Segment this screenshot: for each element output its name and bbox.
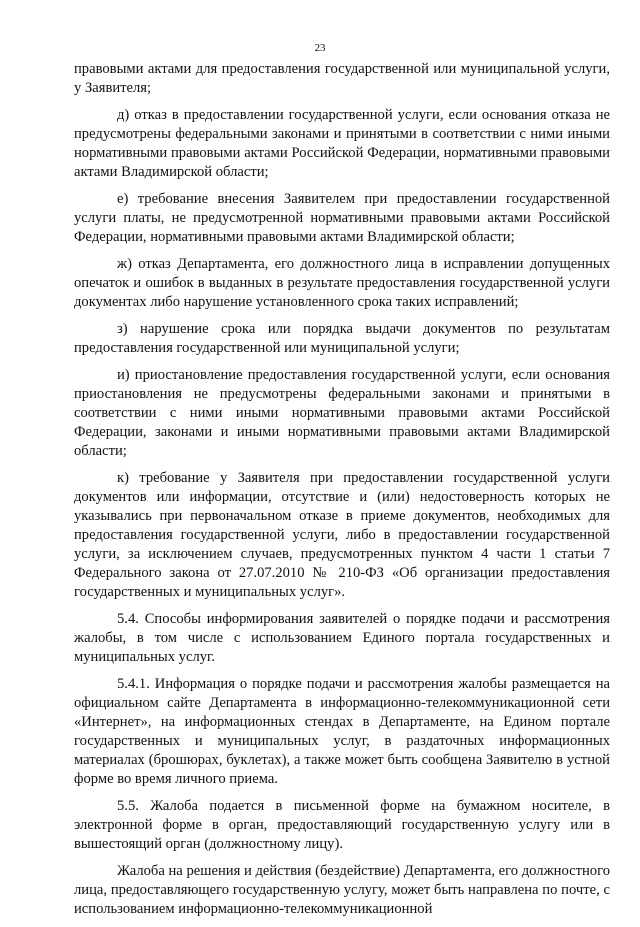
- paragraph-section-5-4-1: 5.4.1. Информация о порядке подачи и рассмотрения жалобы размещается на официальном сайте Департамента в информационно-телекоммуникационной сети «Интернет», на информационных стендах в Департаменте, на Едином портале государственных и муниципальных услуг, в раздаточных информационных материалах (брошюрах, буклетах), а также может быть сообщена Заявителю в устной форме во время личного приема.: [74, 676, 610, 787]
- paragraph-complaint: Жалоба на решения и действия (бездействие) Департамента, его должностного лица, предоставляющего государственную услугу, может быть направлена по почте, с использованием информационно-телекоммуникационной: [74, 863, 610, 917]
- paragraph-section-5-5: 5.5. Жалоба подается в письменной форме на бумажном носителе, в электронной форме в орган, предоставляющий государственную услугу или в вышестоящий орган (должностному лицу).: [74, 798, 610, 852]
- page-number: 23: [314, 42, 326, 54]
- paragraph-item-i: и) приостановление предоставления государственной услуги, если основания приостановления не предусмотрены федеральными законами и принятыми в соответствии с ними иными нормативными правовыми актами Российской Федерации, законами и иными нормативными правовыми актами Владимирской области;: [74, 367, 610, 459]
- paragraph-continuation: правовыми актами для предоставления государственной или муниципальной услуги, у Заявителя;: [74, 61, 610, 96]
- paragraph-item-zh: ж) отказ Департамента, его должностного лица в исправлении допущенных опечаток и ошибок в выданных в результате предоставления государственной услуги документах либо нарушение установленного срока таких исправлений;: [74, 256, 610, 310]
- paragraph-section-5-4: 5.4. Способы информирования заявителей о порядке подачи и рассмотрения жалобы, в том числе с использованием Единого портала государственных и муниципальных услуг.: [74, 611, 610, 665]
- document-body: [74, 60, 610, 927]
- paragraph-item-k: к) требование у Заявителя при предоставлении государственной услуги документов или информации, отсутствие и (или) недостоверность которых не указывались при первоначальном отказе в приеме документов, необходимых для предоставления государственной услуги, либо в предоставлении государственной услуги, за исключением случаев, предусмотренных пунктом 4 части 1 статьи 7 Федерального закона от 27.07.2010 № 210-ФЗ «Об организации предоставления государственных и муниципальных услуг».: [74, 470, 610, 600]
- paragraph-item-e: е) требование внесения Заявителем при предоставлении государственной услуги платы, не предусмотренной нормативными правовыми актами Российской Федерации, нормативными правовыми актами Владимирской области;: [74, 191, 610, 245]
- paragraph-item-d: д) отказ в предоставлении государственной услуги, если основания отказа не предусмотрены федеральными законами и принятыми в соответствии с ними иными нормативными правовыми актами Российской Федерации, нормативными правовыми актами Владимирской области;: [74, 107, 610, 180]
- paragraph-item-z: з) нарушение срока или порядка выдачи документов по результатам предоставления государственной или муниципальной услуги;: [74, 321, 610, 356]
